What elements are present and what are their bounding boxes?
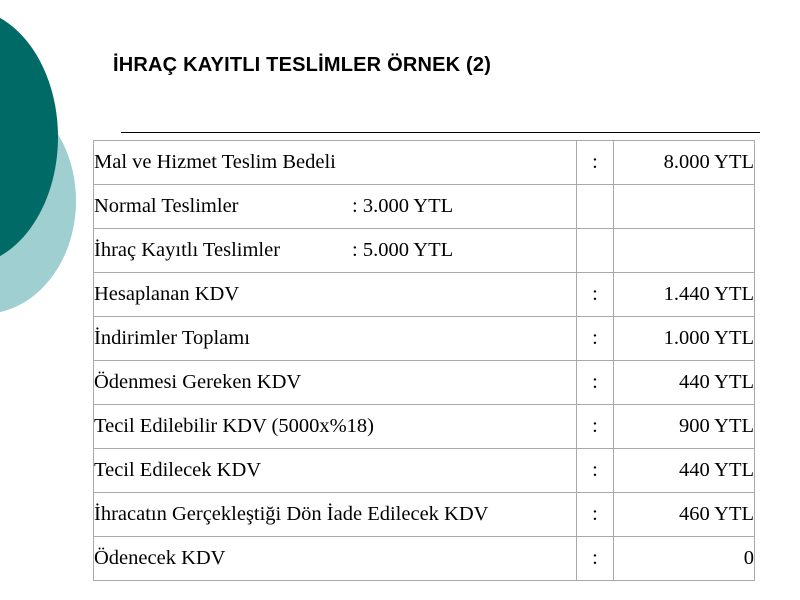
row-separator: : (577, 405, 614, 449)
row-label: Ödenmesi Gereken KDV (94, 361, 577, 405)
row-separator: : (577, 317, 614, 361)
table-row (94, 405, 755, 449)
sub-row-label: Normal Teslimler (94, 195, 239, 217)
row-value: 900 YTL (614, 405, 755, 449)
row-value: 1.440 YTL (614, 273, 755, 317)
row-separator: : (577, 273, 614, 317)
row-value: 440 YTL (614, 449, 755, 493)
sub-row-cell (94, 229, 577, 273)
row-value: 1.000 YTL (614, 317, 755, 361)
table-row-sub (94, 185, 755, 229)
row-label: Hesaplanan KDV (94, 273, 577, 317)
row-label: İhracatın Gerçekleştiği Dön İade Edilecek KDV (94, 493, 577, 537)
sub-row-cell (94, 185, 577, 229)
row-value: 8.000 YTL (614, 141, 755, 185)
row-label: İndirimler Toplamı (94, 317, 577, 361)
table-row-sub (94, 229, 755, 273)
empty-cell (577, 185, 614, 229)
row-value: 440 YTL (614, 361, 755, 405)
row-separator: : (577, 537, 614, 581)
row-label: Mal ve Hizmet Teslim Bedeli (94, 141, 577, 185)
table-row (94, 273, 755, 317)
row-label: Ödenecek KDV (94, 537, 577, 581)
empty-cell (614, 185, 755, 229)
table-row (94, 361, 755, 405)
empty-cell (577, 229, 614, 273)
row-separator: : (577, 449, 614, 493)
row-separator: : (577, 141, 614, 185)
sub-row-value: : 3.000 YTL (352, 195, 454, 217)
vat-calculation-table (93, 140, 755, 581)
row-label: Tecil Edilebilir KDV (5000x%18) (94, 405, 577, 449)
row-label: Tecil Edilecek KDV (94, 449, 577, 493)
table-row (94, 493, 755, 537)
sub-row-label: İhraç Kayıtlı Teslimler (94, 239, 281, 261)
table-row (94, 449, 755, 493)
row-value: 460 YTL (614, 493, 755, 537)
row-separator: : (577, 361, 614, 405)
title-divider (121, 132, 760, 133)
table-row (94, 141, 755, 185)
row-separator: : (577, 493, 614, 537)
sub-row-value: : 5.000 YTL (352, 239, 454, 261)
table-row (94, 537, 755, 581)
table-row (94, 317, 755, 361)
empty-cell (614, 229, 755, 273)
row-value: 0 (614, 537, 755, 581)
page-title: İHRAÇ KAYITLI TESLİMLER ÖRNEK (2) (113, 54, 492, 76)
